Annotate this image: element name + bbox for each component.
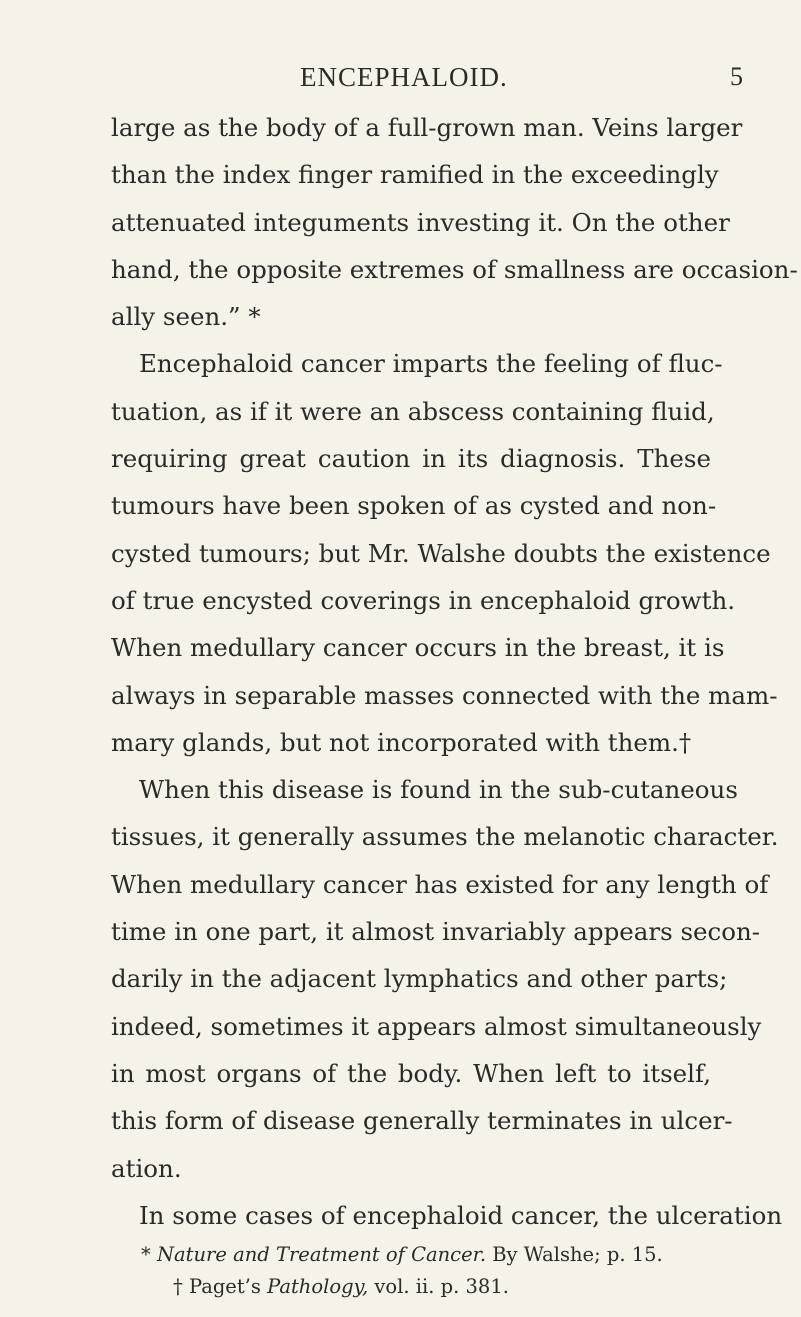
running-head: [0, 62, 801, 102]
footnote-citation: By Walshe; p. 15.: [492, 1243, 663, 1266]
text-line: darily in the adjacent lymphatics and other parts;: [111, 964, 728, 994]
text-line: time in one part, it almost invariably appears secon-: [111, 917, 761, 947]
body-text: [111, 104, 798, 1239]
text-line: of true encysted coverings in encephaloid growth.: [111, 585, 736, 615]
text-line: In some cases of encephaloid cancer, the ulceration: [139, 1200, 783, 1230]
page-number: 5: [730, 62, 743, 91]
text-line: indeed, sometimes it appears almost simultaneously: [111, 1011, 762, 1041]
text-line: this form of disease generally terminates in ulcer-: [111, 1106, 733, 1136]
text-line: mary glands, but not incorporated with them.†: [111, 727, 692, 757]
footnote-citation: vol. ii. p. 381.: [374, 1275, 509, 1298]
text-line: large as the body of a full-grown man. Veins larger: [111, 113, 743, 142]
text-line: When this disease is found in the sub-cutaneous: [139, 775, 738, 805]
footnote: [111, 1271, 711, 1303]
text-line: in most organs of the body. When left to itself,: [111, 1058, 711, 1088]
text-line: attenuated integuments investing it. On the other: [111, 207, 730, 237]
text-line: tissues, it generally assumes the melanotic character.: [111, 822, 779, 852]
footnote-author: Paget’s: [188, 1275, 261, 1298]
footnote-marker: *: [141, 1243, 151, 1266]
text-line: ally seen.” *: [111, 302, 261, 332]
text-line: When medullary cancer occurs in the breast, it is: [111, 633, 725, 663]
footnote-title: Nature and Treatment of Cancer.: [156, 1243, 487, 1266]
text-line: Encephaloid cancer imparts the feeling of fluc-: [139, 349, 723, 379]
text-line: tumours have been spoken of as cysted and non-: [111, 491, 717, 521]
text-line: hand, the opposite extremes of smallness are occasion-: [111, 254, 798, 284]
footnote: [111, 1239, 711, 1271]
text-line: cysted tumours; but Mr. Walshe doubts the existence: [111, 538, 771, 568]
footnote-title: Pathology,: [267, 1275, 369, 1298]
footnotes: [111, 1239, 711, 1303]
running-title: ENCEPHALOID.: [300, 62, 508, 92]
footnote-marker: †: [173, 1275, 183, 1298]
text-line: When medullary cancer has existed for any length of: [111, 869, 769, 899]
text-line: always in separable masses connected with the mam-: [111, 680, 778, 710]
text-line: ation.: [111, 1153, 182, 1183]
text-line: requiring great caution in its diagnosis. These: [111, 444, 711, 474]
text-line: tuation, as if it were an abscess containing fluid,: [111, 396, 715, 426]
text-line: than the index finger ramified in the exceedingly: [111, 160, 719, 190]
